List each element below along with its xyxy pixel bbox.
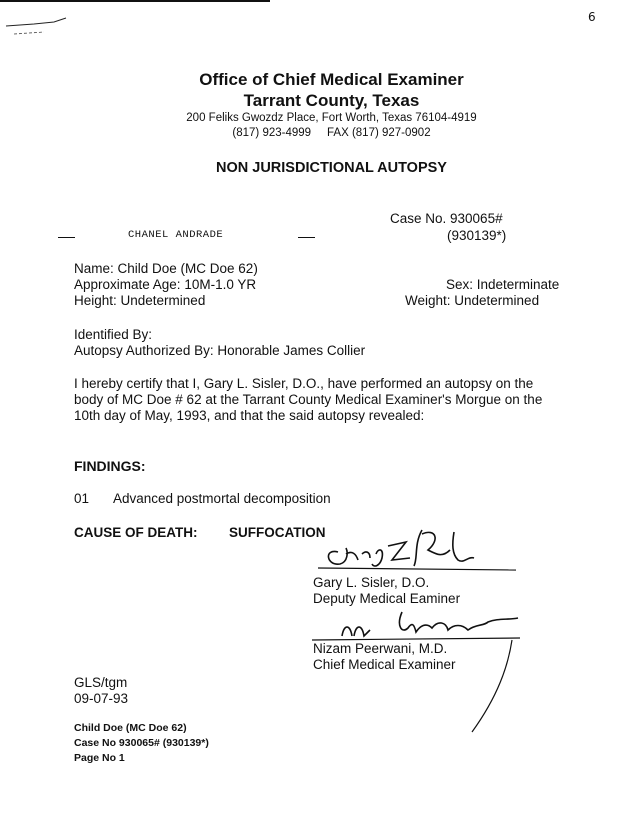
subject-age: Approximate Age: 10M-1.0 YR xyxy=(74,277,257,292)
footer-line-3: Page No 1 xyxy=(74,752,125,764)
phones: (817) 923-4999 FAX (817) 927-0902 xyxy=(232,127,431,139)
cause-of-death-value: SUFFOCATION xyxy=(229,525,326,540)
findings-heading: FINDINGS: xyxy=(74,458,146,474)
signer-2-title: Chief Medical Examiner xyxy=(313,657,456,672)
footer-line-2: Case No 930065# (930139*) xyxy=(74,737,209,749)
sisler-signature xyxy=(318,524,518,574)
page-number: 6 xyxy=(588,10,596,24)
name-dash-left xyxy=(58,237,75,238)
certification-line-3: 10th day of May, 1993, and that the said autopsy revealed: xyxy=(74,408,425,423)
office-title: Office of Chief Medical Examiner xyxy=(199,70,464,89)
county-title: Tarrant County, Texas xyxy=(243,91,420,110)
certification-line-1: I hereby certify that I, Gary L. Sisler, D.O., have performed an autopsy on the xyxy=(74,376,534,391)
handwritten-name-label: CHANEL ANDRADE xyxy=(128,229,224,241)
finding-number: 01 xyxy=(74,491,90,506)
subject-sex: Sex: Indeterminate xyxy=(446,277,560,292)
name-dash-right xyxy=(298,237,315,238)
signer-1-title: Deputy Medical Eaminer xyxy=(313,591,461,606)
scan-mark xyxy=(4,12,74,38)
identified-by: Identified By: xyxy=(74,327,153,342)
case-number: Case No. 930065# xyxy=(390,211,503,226)
pen-stroke xyxy=(468,636,518,736)
authorized-by: Autopsy Authorized By: Honorable James Collier xyxy=(74,343,366,358)
signer-1-name: Gary L. Sisler, D.O. xyxy=(313,575,430,590)
subject-name: Name: Child Doe (MC Doe 62) xyxy=(74,261,258,276)
subject-weight: Weight: Undetermined xyxy=(405,293,540,308)
document-date: 09-07-93 xyxy=(74,691,129,706)
address: 200 Feliks Gwozdz Place, Fort Worth, Texas 76104-4919 xyxy=(186,112,477,124)
certification-line-2: body of MC Doe # 62 at the Tarrant County Medical Examiner's Morgue on the xyxy=(74,392,543,407)
finding-text: Advanced postmortal decomposition xyxy=(113,491,331,506)
document-title: NON JURISDICTIONAL AUTOPSY xyxy=(216,160,447,176)
subject-height: Height: Undetermined xyxy=(74,293,206,308)
footer-line-1: Child Doe (MC Doe 62) xyxy=(74,722,187,734)
cause-of-death-label: CAUSE OF DEATH: xyxy=(74,525,198,540)
case-alt-number: (930139*) xyxy=(447,228,507,243)
scan-edge-line xyxy=(0,0,270,2)
initials: GLS/tgm xyxy=(74,675,128,690)
signer-2-name: Nizam Peerwani, M.D. xyxy=(313,641,448,656)
